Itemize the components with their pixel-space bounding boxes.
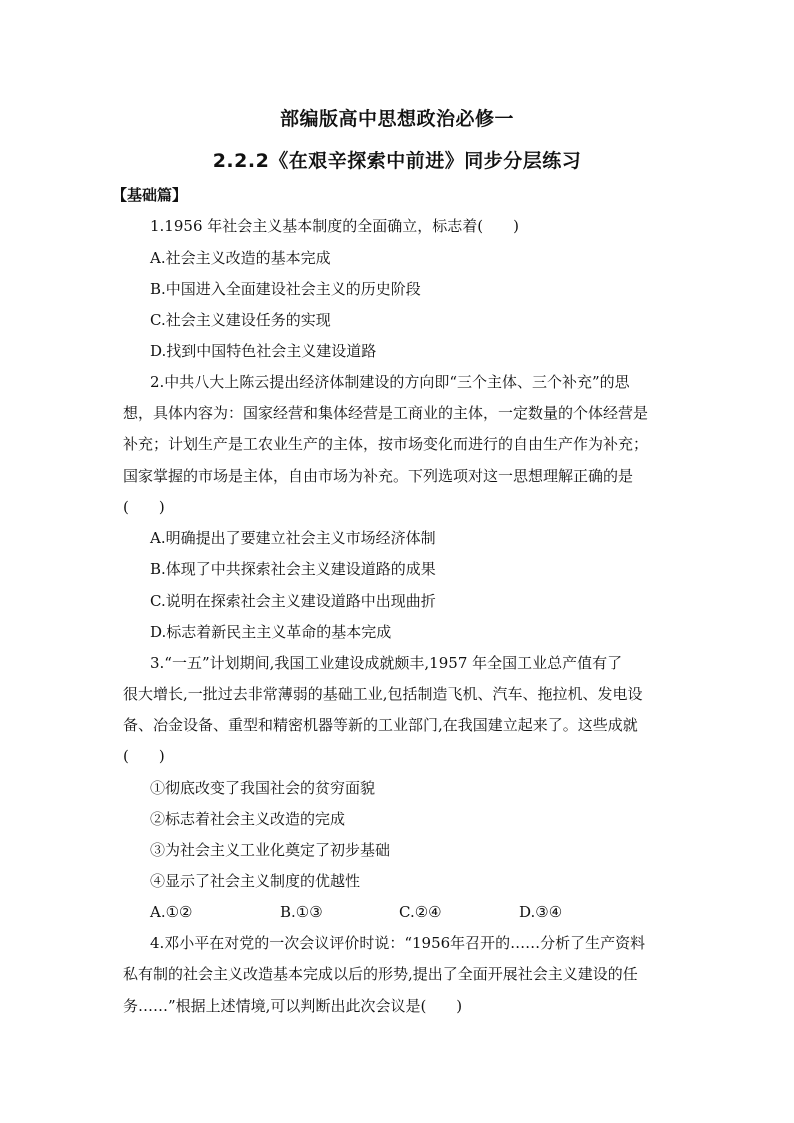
question-1-stem: 1.1956 年社会主义基本制度的全面确立，标志着( ) — [150, 217, 519, 235]
question-2-option-d: D.标志着新民主主义革命的基本完成 — [150, 623, 392, 641]
question-3-option-a: A.①② — [150, 903, 193, 921]
question-3-statement-4: ④显示了社会主义制度的优越性 — [150, 872, 361, 890]
document-title: 部编版高中思想政治必修一 — [279, 108, 514, 130]
question-1-option-a: A.社会主义改造的基本完成 — [150, 249, 331, 267]
question-3-statement-2: ②标志着社会主义改造的完成 — [150, 810, 346, 828]
question-1-option-c: C.社会主义建设任务的实现 — [150, 311, 331, 329]
document-subtitle: 2.2.2《在艰辛探索中前进》同步分层练习 — [212, 150, 582, 172]
question-2-stem-line: 想，具体内容为：国家经营和集体经营是工商业的主体，一定数量的个体经营是 — [123, 404, 649, 422]
question-4-stem-line: 私有制的社会主义改造基本完成以后的形势,提出了全面开展社会主义建设的任 — [123, 965, 638, 983]
question-2-option-c: C.说明在探索社会主义建设道路中出现曲折 — [150, 592, 436, 610]
question-2-stem-line: 2.中共八大上陈云提出经济体制建设的方向即“三个主体、三个补充”的思 — [150, 373, 630, 391]
question-1-option-d: D.找到中国特色社会主义建设道路 — [150, 342, 377, 360]
question-3-stem-line: 备、冶金设备、重型和精密机器等新的工业部门,在我国建立起来了。这些成就 — [123, 716, 638, 734]
question-2-answer-blank: ( ) — [123, 498, 165, 516]
question-3-answer-blank: ( ) — [123, 747, 165, 765]
question-2-option-a: A.明确提出了要建立社会主义市场经济体制 — [150, 529, 436, 547]
question-3-option-c: C.②④ — [399, 903, 442, 921]
question-4-stem-line: 4.邓小平在对党的一次会议评价时说：“1956年召开的……分析了生产资料 — [150, 934, 646, 952]
question-2-stem-line: 国家掌握的市场是主体，自由市场为补充。下列选项对这一思想理解正确的是 — [123, 467, 634, 485]
question-3-stem-line: 很大增长,一批过去非常薄弱的基础工业,包括制造飞机、汽车、拖拉机、发电设 — [123, 685, 643, 703]
question-3-stem-line: 3.“一五”计划期间,我国工业建设成就颇丰,1957 年全国工业总产值有了 — [150, 654, 623, 672]
question-2-option-b: B.体现了中共探索社会主义建设道路的成果 — [150, 560, 436, 578]
question-3-statement-1: ①彻底改变了我国社会的贫穷面貌 — [150, 779, 376, 797]
question-3-option-b: B.①③ — [280, 903, 323, 921]
question-3-option-d: D.③④ — [519, 903, 563, 921]
question-3-statement-3: ③为社会主义工业化奠定了初步基础 — [150, 841, 391, 859]
question-3-options — [0, 902, 794, 922]
question-4-stem-line: 务……”根据上述情境,可以判断出此次会议是( ) — [123, 997, 463, 1015]
question-1-option-b: B.中国进入全面建设社会主义的历史阶段 — [150, 280, 421, 298]
question-2-stem-line: 补充；计划生产是工农业生产的主体，按市场变化而进行的自由生产作为补充； — [123, 435, 649, 453]
section-label: 【基础篇】 — [112, 186, 188, 204]
